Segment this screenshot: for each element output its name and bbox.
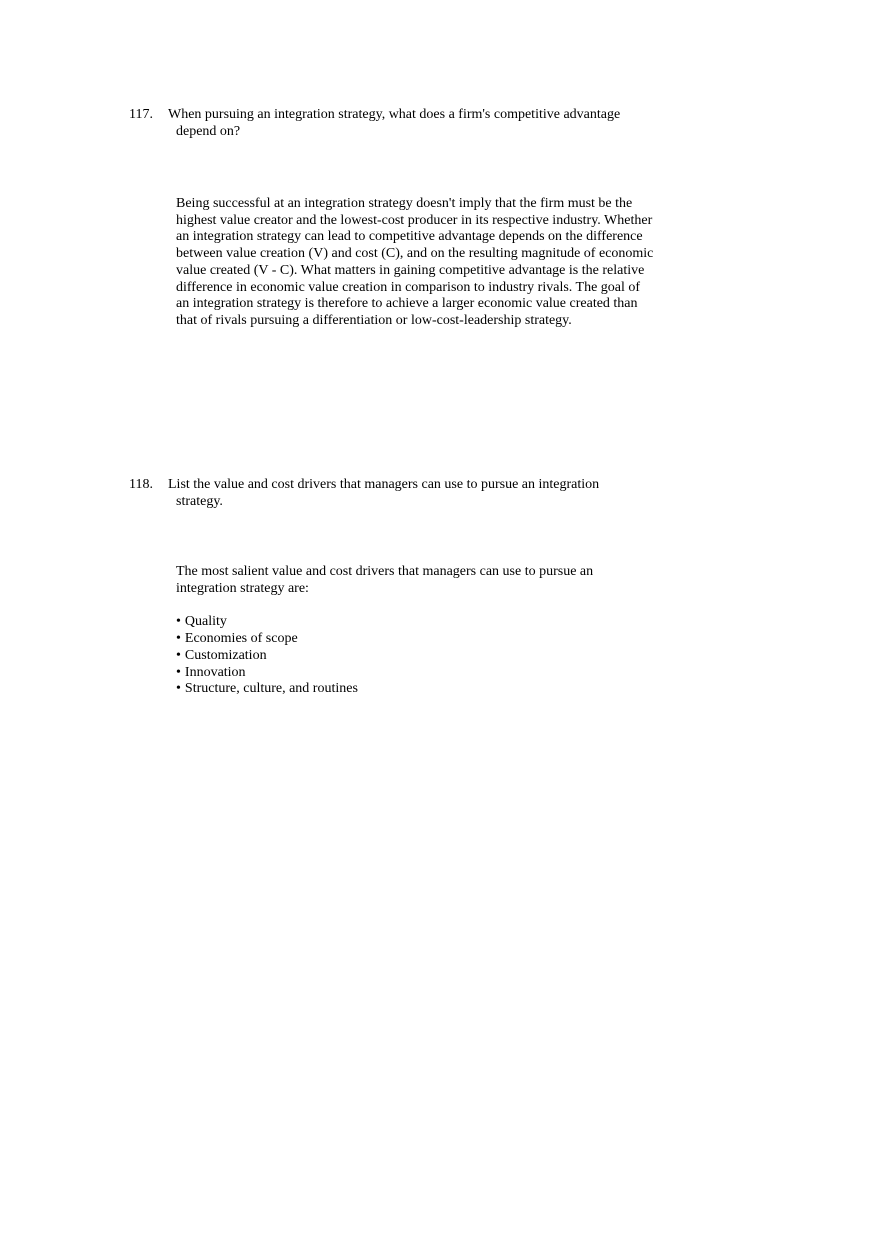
list-item: • Customization <box>176 648 616 665</box>
list-item: • Innovation <box>176 665 616 682</box>
answer-117 <box>176 196 654 330</box>
list-item: • Quality <box>176 614 616 631</box>
driver-list <box>176 614 616 698</box>
answer-text: Being successful at an integration strategy doesn't imply that the firm must be the highest value creator and the lowest-cost producer in its respective industry. Whether an integration strategy can lead to competitive advantage depends on the difference between value creation (V) and cost (C), and on the resulting magnitude of economic value created (V - C). What matters in gaining competitive advantage is the relative difference in economic value creation in comparison to industry rivals. The goal of an integration strategy is therefore to achieve a larger economic value created than that of rivals pursuing a differentiation or low-cost-leadership strategy. <box>176 196 654 328</box>
question-117 <box>129 106 669 140</box>
list-item: • Economies of scope <box>176 631 616 648</box>
answer-intro: The most salient value and cost drivers that managers can use to pursue an integration strategy are: <box>176 564 594 596</box>
question-number: 118. <box>129 477 153 492</box>
question-prompt-line1: When pursuing an integration strategy, what does a firm's competitive advantage <box>168 107 621 122</box>
question-prompt <box>168 476 669 510</box>
question-118 <box>129 476 669 510</box>
answer-118 <box>176 564 616 698</box>
question-prompt-line2: strategy. <box>176 494 223 509</box>
question-prompt-line1: List the value and cost drivers that managers can use to pursue an integration <box>168 477 600 492</box>
list-item: • Structure, culture, and routines <box>176 681 616 698</box>
question-prompt <box>168 106 669 140</box>
question-number: 117. <box>129 107 153 122</box>
question-prompt-line2: depend on? <box>176 124 241 139</box>
